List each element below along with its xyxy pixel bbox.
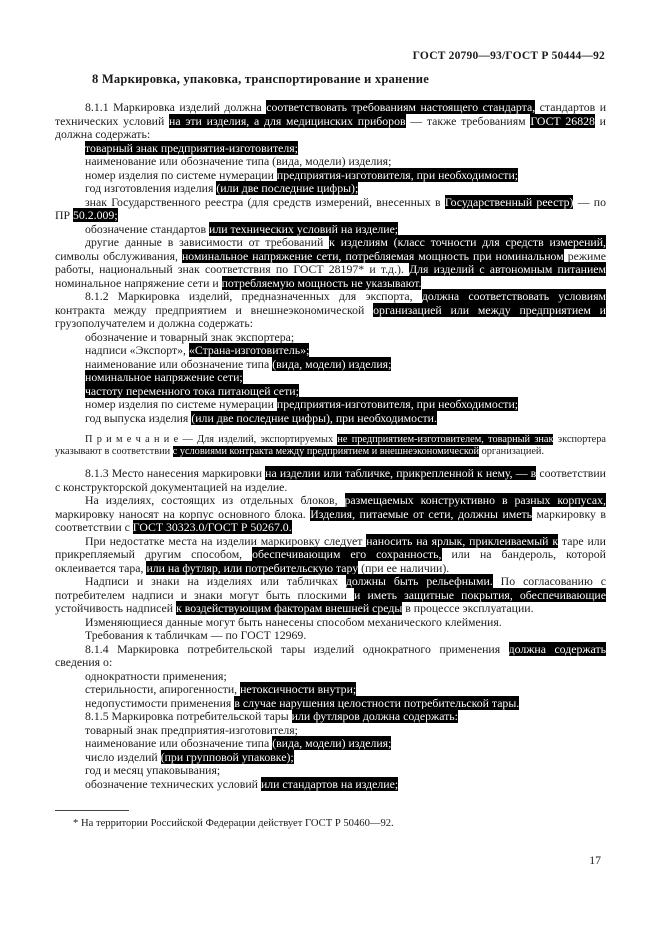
highlighted-text-run: не предприятием-изготовителем, товарный знак	[337, 434, 554, 445]
running-header: ГОСТ 20790—93/ГОСТ Р 50444—92	[412, 50, 605, 62]
highlighted-text-run: должна соответствовать условиям	[421, 289, 607, 303]
paragraph	[55, 643, 606, 670]
section-title: 8 Маркировка, упаковка, транспортирование и хранение	[92, 72, 429, 86]
highlighted-text-run: (при групповой упаковке);	[160, 749, 294, 764]
highlighted-text-run: номинальное напряжение сети, потребляемая мощность при номинальном	[181, 248, 564, 263]
paragraph	[55, 670, 606, 684]
highlighted-text-run: к изделиям (класс точности для средств измерений,	[329, 235, 607, 249]
highlighted-text-run: и иметь защитные покрытия, обеспечивающие	[354, 587, 606, 602]
text-run: наименование или обозначение типа (вида, модели) изделия;	[85, 154, 392, 168]
highlighted-text-run: соответствовать требованиям настоящего стандарта,	[266, 100, 536, 114]
highlighted-text-run: организацией или между предприятием и	[373, 302, 606, 317]
paragraph	[55, 683, 606, 697]
text-run: 8.1.3 Место нанесения маркировки	[85, 466, 266, 481]
text-run: или на бандероль, которой оклеивается тара,	[55, 547, 606, 575]
text-run: маркировку в соответствии с	[55, 506, 606, 535]
highlighted-text-run: должны быть рельефными.	[345, 574, 493, 589]
paragraph	[55, 169, 606, 183]
footnote-rule	[55, 810, 129, 811]
text-run: При недостатке места на изделии маркировку следует	[85, 533, 367, 548]
paragraph	[55, 385, 606, 399]
text-run: наименование или обозначение типа	[85, 356, 273, 371]
highlighted-text-run: или футляров должна содержать:	[291, 709, 458, 724]
highlighted-text-run: или технических условий на изделие;	[209, 221, 399, 236]
paragraph	[55, 223, 606, 237]
paragraph	[55, 467, 606, 494]
paragraph	[55, 751, 606, 765]
highlighted-text-run: номинальное напряжение сети;	[85, 370, 243, 384]
paragraph	[55, 358, 606, 372]
text-run: маркировку наносят на корпус основного блока.	[55, 506, 311, 521]
paragraph	[55, 575, 606, 616]
text-run: режиме работы, национальный знак соответствия по ГОСТ 28197* и т.д.).	[55, 248, 607, 276]
text-run: сведения о:	[55, 655, 113, 670]
text-run: — также требованиям	[405, 113, 531, 128]
paragraph	[55, 629, 606, 643]
highlighted-text-run: Для изделий с автономным питанием	[409, 262, 606, 276]
text-run: номер изделия по системе нумерации	[85, 167, 277, 182]
text-run: По согласованию с потребителем надписи и знаки могут быть плоскими	[55, 574, 606, 602]
paragraph	[55, 616, 606, 630]
highlighted-text-run: частоту переменного тока питающей сети;	[85, 383, 299, 398]
text-run: Требования к табличкам — по ГОСТ 12969.	[85, 628, 307, 643]
text-run: обозначение и товарный знак экспортера;	[85, 329, 295, 344]
highlighted-text-run: (или две последние цифры);	[216, 181, 359, 195]
text-run: в процессе эксплуатации.	[402, 601, 534, 616]
paragraph	[55, 371, 606, 385]
text-run: обозначение стандартов	[85, 221, 209, 236]
text-run: номинальное напряжение сети и	[55, 275, 222, 290]
text-run: таре или прикрепляемый другим способом,	[55, 533, 606, 562]
text-run: Надписи и знаки на изделиях или табличках	[85, 574, 346, 589]
paragraph	[55, 155, 606, 169]
highlighted-text-run: должна содержать	[508, 641, 606, 656]
highlighted-text-run: предприятия-изготовителя, при необходимости;	[276, 397, 519, 411]
text-run: наименование или обозначение типа	[85, 736, 273, 751]
text-run: стандартов и технических условий	[55, 100, 607, 128]
text-run: год и месяц упаковывания;	[85, 763, 221, 778]
paragraph	[55, 182, 606, 196]
text-run: недопустимости применения	[85, 695, 235, 710]
text-run: год выпуска изделия	[85, 410, 192, 425]
text-run: 8.1.5 Маркировка потребительской тары	[85, 709, 292, 724]
highlighted-text-run: ГОСТ 30323.0/ГОСТ Р 50267.0.	[132, 520, 292, 535]
paragraph	[55, 101, 606, 142]
text-run: экспортера указывают в соответствии	[55, 434, 606, 458]
text-run: номер изделия по системе нумерации	[85, 397, 277, 411]
paragraph	[55, 344, 606, 358]
highlighted-text-run: «Страна-изготовитель»;	[188, 343, 310, 357]
text-run: (при ее наличии).	[358, 560, 450, 575]
highlighted-text-run: (вида, модели) изделия;	[272, 356, 392, 371]
paragraph	[55, 196, 606, 223]
highlighted-text-run: 50.2.009;	[73, 208, 118, 222]
note-paragraph	[55, 434, 606, 458]
highlighted-text-run: или на футляр, или потребительскую тару	[146, 560, 359, 575]
text-run: знак Государственного реестра (для средств измерений, внесенных в	[85, 194, 445, 209]
text-run: 8.1.4 Маркировка потребительской тары изделий однократного применения	[85, 641, 509, 656]
highlighted-text-run: на изделии или табличке, прикрепленной к нему, — в	[265, 466, 537, 481]
highlighted-text-run: Государственный реестр)	[444, 194, 574, 209]
highlighted-text-run: потребляемую мощность не указывают.	[221, 275, 422, 290]
highlighted-text-run: в случае нарушения целостности потребительской тары.	[234, 695, 520, 710]
highlighted-text-run: ГОСТ 26828	[530, 113, 595, 128]
highlighted-text-run: наносить на ярлык, приклеиваемый к	[366, 533, 559, 548]
text-run: организацией.	[479, 446, 545, 458]
text-run: Изменяющиеся данные могут быть нанесены способом механического клеймения.	[85, 614, 502, 629]
paragraph	[55, 737, 606, 751]
text-run: 8.1.2 Маркировка изделий, предназначенных для экспорта,	[85, 289, 422, 303]
text-run: П р и м е ч а н и е — Для изделий, экспортируемых	[85, 434, 338, 445]
highlighted-text-run: к воздействующим факторам внешней среды	[176, 601, 403, 616]
document-body	[55, 101, 606, 791]
highlighted-text-run: нетоксичности внутри;	[240, 682, 357, 697]
text-run: стерильности, апирогенности,	[85, 682, 241, 697]
page-number: 17	[589, 853, 601, 867]
text-run: символы обслуживания,	[55, 248, 182, 263]
text-run: обозначение технических условий	[85, 776, 261, 791]
highlighted-text-run: с условиями контракта между предприятием и внешнеэкономической	[172, 446, 480, 458]
text-run: 8.1.1 Маркировка изделий должна	[85, 100, 267, 114]
footnote-block	[55, 810, 606, 831]
paragraph	[55, 724, 606, 738]
highlighted-text-run: (или две последние цифры), при необходимости.	[191, 410, 437, 425]
text-run: год изготовления изделия	[85, 181, 217, 195]
paragraph	[55, 710, 606, 724]
footnote-text: * На территории Российской Федерации действует ГОСТ Р 50460—92.	[73, 818, 394, 829]
text-run: товарный знак предприятия-изготовителя;	[85, 722, 298, 737]
paragraph	[55, 236, 606, 290]
paragraph	[55, 290, 606, 331]
text-run: другие данные в зависимости от требований	[85, 235, 330, 249]
paragraph	[55, 494, 606, 535]
paragraph	[55, 412, 606, 426]
paragraph	[55, 778, 606, 792]
highlighted-text-run: обеспечивающим его сохранность,	[252, 547, 442, 562]
text-run: и должна содержать:	[55, 113, 606, 141]
paragraph	[55, 535, 606, 576]
text-run: — по ПР	[55, 194, 606, 222]
paragraph	[55, 142, 606, 156]
text-run: надписи «Экспорт»,	[85, 343, 189, 357]
highlighted-text-run: размещаемых конструктивно в разных корпусах,	[344, 493, 606, 508]
highlighted-text-run: на эти изделия, а для медицинских приборов	[169, 113, 406, 128]
highlighted-text-run: (вида, модели) изделия;	[272, 736, 392, 751]
paragraph	[55, 764, 606, 778]
text-run: соответствии с конструкторской документацией на изделие.	[55, 466, 606, 494]
text-run: однократности применения;	[85, 668, 227, 683]
paragraph	[55, 398, 606, 412]
highlighted-text-run: предприятия-изготовителя, при необходимости;	[276, 167, 519, 182]
paragraph	[55, 331, 606, 345]
highlighted-text-run: Изделия, питаемые от сети, должны иметь	[310, 506, 533, 521]
highlighted-text-run: товарный знак предприятия-изготовителя;	[85, 140, 298, 155]
paragraph	[55, 697, 606, 711]
text-run: число изделий	[85, 749, 161, 764]
text-run: грузополучателем и должна содержать:	[55, 316, 253, 330]
text-run: контракта между предприятием и внешнеэкономической	[55, 302, 374, 317]
text-run: устойчивость надписей	[55, 601, 177, 616]
text-run: На изделиях, состоящих из отдельных блоков,	[85, 493, 345, 508]
highlighted-text-run: или стандартов на изделие;	[260, 776, 399, 791]
